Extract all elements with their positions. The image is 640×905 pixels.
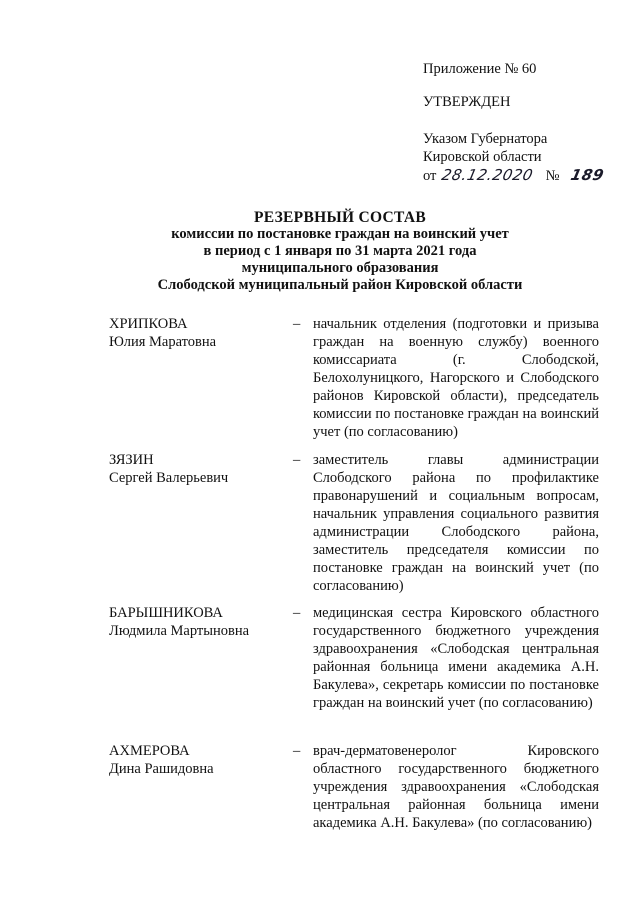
member-given-name: Дина Рашидовна [109, 761, 214, 777]
member-surname: АХМЕРОВА [109, 743, 190, 759]
member-surname: БАРЫШНИКОВА [109, 605, 223, 621]
appendix-label: Приложение № 60 [423, 61, 537, 77]
member-dash: – [293, 743, 301, 759]
approved-label: УТВЕРЖДЕН [423, 94, 511, 110]
member-surname: ЗЯЗИН [109, 452, 154, 468]
member-dash: – [293, 605, 301, 621]
heading-line-2: в период с 1 января по 31 марта 2021 года [203, 243, 477, 259]
member-description: заместитель главы администрации Слободского района по профилактике правонарушений и социальным вопросам, начальник управления социального развития администрации Слободского района, заместитель председателя комиссии по постановке граждан на воинский учет (по согласованию) [313, 452, 599, 594]
heading-line-3: муниципального образования [241, 260, 439, 276]
member-given-name: Юлия Маратовна [109, 334, 217, 350]
member-dash: – [293, 452, 301, 468]
member-given-name: Людмила Мартыновна [109, 623, 250, 639]
decree-reference [423, 130, 547, 166]
number-label: № [545, 168, 560, 184]
decree-line-1: Указом Губернатора [423, 131, 548, 147]
document-heading [100, 209, 580, 294]
member-name [109, 451, 289, 487]
from-label: от [423, 168, 437, 184]
member-given-name: Сергей Валерьевич [109, 470, 229, 486]
member-name [109, 604, 289, 640]
member-name [109, 315, 289, 351]
handwritten-number: 189 [569, 166, 606, 184]
member-description: медицинская сестра Кировского областного государственного бюджетного учреждения здравоохранения «Слободская центральная районная больница имени академика А.Н. Бакулева», секретарь комиссии по постановке граждан на воинский учет (по согласованию) [313, 605, 599, 711]
decree-date-number [423, 166, 604, 185]
decree-line-2: Кировской области [423, 149, 542, 165]
handwritten-date: 28.12.2020 [440, 166, 535, 184]
member-description: начальник отделения (подготовки и призыва граждан на военную службу) военного комиссариата (г. Слободской, Белохолуницкого, Нагорского и Слободского районов Кировской области), председатель комиссии по постановке граждан на воинский учет (по согласованию) [313, 316, 599, 440]
heading-line-1: комиссии по постановке граждан на воинский учет [171, 226, 509, 242]
member-name [109, 742, 289, 778]
member-dash: – [293, 316, 301, 332]
member-description: врач-дерматовенеролог Кировского областного государственного бюджетного учреждения здравоохранения «Слободская центральная районная больница имени академика А.Н. Бакулева» (по согласованию) [313, 743, 599, 831]
heading-line-4: Слободской муниципальный район Кировской области [157, 277, 523, 293]
heading-title: РЕЗЕРВНЫЙ СОСТАВ [253, 209, 427, 226]
member-surname: ХРИПКОВА [109, 316, 188, 332]
